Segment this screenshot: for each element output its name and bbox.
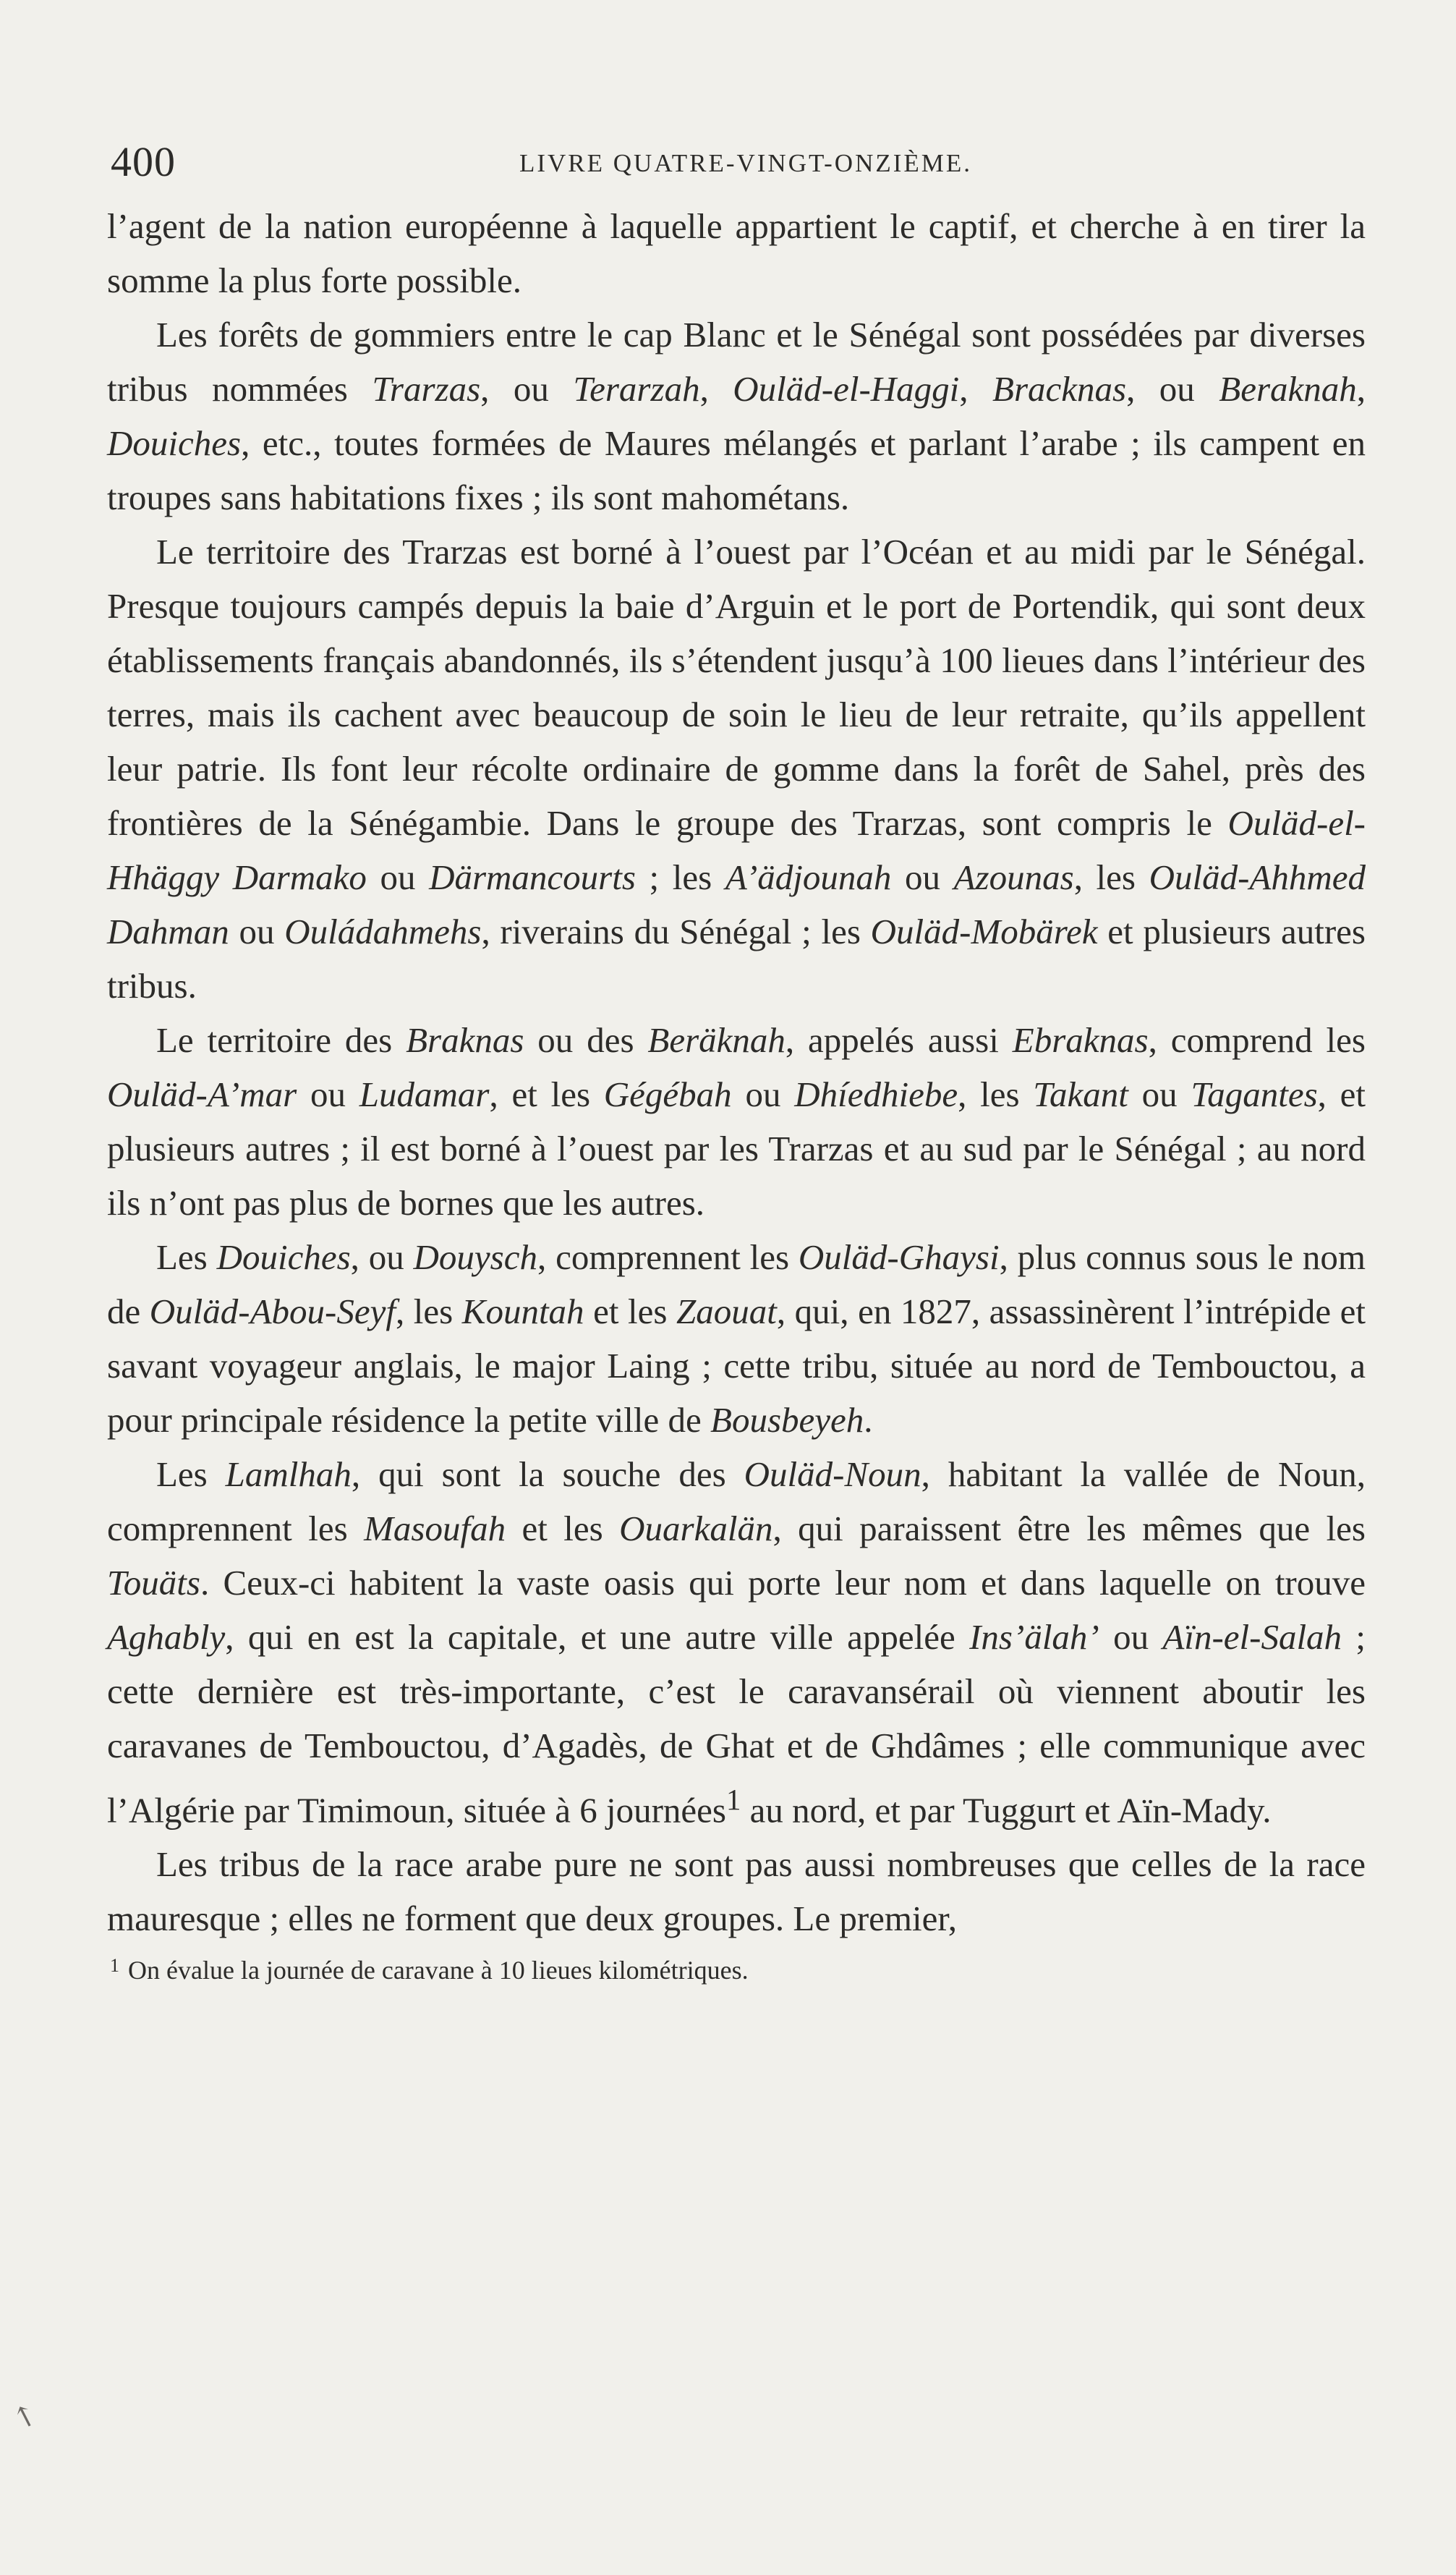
italic-term: Douiches <box>107 423 242 463</box>
text-run: Les tribus de la race arabe pure ne sont pas aussi nombreuses que celles de la race mauresque ; elles ne forment que deux groupes. Le premier, <box>107 1844 1366 1939</box>
paragraph <box>107 1230 1366 1447</box>
text-run: ; cette dernière est très-importante, c’est le caravansérail où viennent aboutir les caravanes de Tembouctou, d’Agadès, de Ghat et de Ghdâmes ; elle communique avec l’Algérie par Timimoun, située à 6 journées <box>107 1617 1366 1831</box>
text-run: , qui sont la souche des <box>351 1454 744 1494</box>
italic-term: Douysch <box>413 1237 537 1277</box>
text-run: . <box>864 1400 873 1440</box>
text-run: Les forêts de gommiers entre le cap Blanc et le Sénégal sont possédées par diverses tribus nommées <box>107 315 1366 409</box>
paragraph <box>107 1013 1366 1230</box>
text-run: , les <box>1073 857 1149 897</box>
italic-term: Ludamar <box>359 1074 490 1114</box>
running-title: LIVRE QUATRE-VINGT-ONZIÈME. <box>519 149 973 177</box>
text-run: ou des <box>524 1020 648 1060</box>
paragraph <box>107 199 1366 307</box>
italic-term: Ouläd-A’mar <box>107 1074 297 1114</box>
text-run: , appelés aussi <box>785 1020 1013 1060</box>
text-run: . Ceux-ci habitent la vaste oasis qui porte leur nom et dans laquelle on trouve <box>200 1563 1366 1603</box>
text-run: , qui, en 1827, assassinèrent l’intrépide et savant voyageur anglais, le major Laing ; cette tribu, située au nord de Tembouctou, a pour principale résidence la petite ville de <box>107 1291 1366 1440</box>
italic-term: Ouläd-Noun <box>744 1454 921 1494</box>
italic-term: Ouläd-Ghaysi <box>798 1237 1000 1277</box>
text-run: , ou <box>350 1237 414 1277</box>
text-run: , <box>959 369 993 409</box>
italic-term: Zaouat <box>676 1291 777 1331</box>
text-run: et les <box>584 1291 676 1331</box>
paragraph <box>107 1837 1366 1946</box>
paragraph <box>107 1447 1366 1837</box>
text-run: , comprennent les <box>537 1237 799 1277</box>
italic-term: Bracknas <box>992 369 1127 409</box>
text-run: ou <box>366 857 430 897</box>
italic-term: Aghably <box>107 1617 226 1657</box>
margin-mark: ↖ <box>8 2396 42 2436</box>
italic-term: Beräknah <box>647 1020 786 1060</box>
text-run: , qui en est la capitale, et une autre ville appelée <box>225 1617 970 1657</box>
text-run: et plusieurs autres tribus. <box>107 912 1366 1006</box>
footnote <box>107 1948 1366 1988</box>
text-run: , les <box>395 1291 462 1331</box>
italic-term: Azounas <box>953 857 1074 897</box>
italic-term: Beraknah <box>1219 369 1357 409</box>
italic-term: Takant <box>1033 1074 1128 1114</box>
paragraph <box>107 307 1366 525</box>
italic-term: Ouarkalän <box>619 1509 773 1548</box>
italic-term: Ouläd-el-Haggi <box>733 369 960 409</box>
italic-term: Bousbeyeh <box>710 1400 864 1440</box>
text-run: l’agent de la nation européenne à laquelle appartient le captif, et cherche à en tirer la somme la plus forte possible. <box>107 206 1366 300</box>
text-run: , <box>699 369 733 409</box>
page-number: 400 <box>111 138 176 185</box>
text-run: , <box>1356 369 1366 409</box>
text-run: ou <box>1128 1074 1191 1114</box>
text-run: , plus connus sous le nom de <box>107 1237 1366 1331</box>
footnote-marker: 1 <box>110 1955 119 1977</box>
footnote-reference: 1 <box>726 1783 741 1816</box>
text-run: , et les <box>489 1074 604 1114</box>
italic-term: Kountah <box>461 1291 584 1331</box>
italic-term: Ins’älah’ <box>969 1617 1099 1657</box>
book-page <box>107 130 1366 1988</box>
italic-term: Dhíedhiebe <box>794 1074 958 1114</box>
italic-term: Ebraknas <box>1012 1020 1149 1060</box>
italic-term: Ouläd-Mobärek <box>870 912 1098 951</box>
text-run: , comprend les <box>1148 1020 1366 1060</box>
italic-term: Aïn-el-Salah <box>1162 1617 1342 1657</box>
text-run: au nord, et par Tuggurt et Aïn-Mady. <box>741 1790 1272 1831</box>
italic-term: Ouläd-Abou-Seyf <box>149 1291 396 1331</box>
text-run: et les <box>506 1509 620 1548</box>
italic-term: Touäts <box>107 1563 200 1603</box>
italic-term: Terarzah <box>573 369 700 409</box>
italic-term: Masoufah <box>364 1509 506 1548</box>
text-run: ou <box>229 912 285 951</box>
italic-term: Douiches <box>216 1237 351 1277</box>
running-head <box>107 130 1366 199</box>
italic-term: Gégébah <box>603 1074 732 1114</box>
body-text <box>107 199 1366 1946</box>
text-run: , qui paraissent être les mêmes que les <box>772 1509 1366 1548</box>
text-run: ou <box>731 1074 795 1114</box>
footnote-text: On évalue la journée de caravane à 10 lieues kilométriques. <box>128 1956 749 1985</box>
text-run: ou <box>297 1074 359 1114</box>
italic-term: Ouläd-el-Hhäggy Darmako <box>107 803 1366 897</box>
text-run: , etc., toutes formées de Maures mélangés et parlant l’arabe ; ils campent en troupes sans habitations fixes ; ils sont mahométans. <box>107 423 1366 517</box>
text-run: ou <box>891 857 954 897</box>
text-run: Le territoire des <box>156 1020 406 1060</box>
text-run: ; les <box>635 857 725 897</box>
text-run: Le territoire des Trarzas est borné à l’ouest par l’Océan et au midi par le Sénégal. Presque toujours campés depuis la baie d’Arguin et le port de Portendik, qui sont deux établissements français abandonnés, ils s’étendent jusqu’à 100 lieues dans l’intérieur des terres, mais ils cachent avec beaucoup de soin le lieu de leur retraite, qu’ils appellent leur patrie. Ils font leur récolte ordinaire de gomme dans la forêt de Sahel, près des frontières de la Sénégambie. Dans le groupe des Trarzas, sont compris le <box>107 532 1366 843</box>
italic-term: Trarzas <box>372 369 481 409</box>
text-run: Les <box>156 1454 226 1494</box>
italic-term: Lamlhah <box>225 1454 352 1494</box>
text-run: , riverains du Sénégal ; les <box>481 912 871 951</box>
text-run: Les <box>156 1237 217 1277</box>
italic-term: Ouläd-Ahhmed Dahman <box>107 857 1366 951</box>
text-run: , les <box>958 1074 1034 1114</box>
italic-term: Tagantes <box>1191 1074 1318 1114</box>
italic-term: A’ädjounah <box>725 857 892 897</box>
paragraph <box>107 525 1366 1013</box>
text-run: , habitant la vallée de Noun, comprennent les <box>107 1454 1366 1548</box>
text-run: , ou <box>1126 369 1219 409</box>
text-run: ou <box>1099 1617 1163 1657</box>
text-run: , ou <box>480 369 574 409</box>
italic-term: Braknas <box>406 1020 524 1060</box>
italic-term: Ouládahmehs <box>284 912 482 951</box>
italic-term: Därmancourts <box>429 857 636 897</box>
text-run: , et plusieurs autres ; il est borné à l’ouest par les Trarzas et au sud par le Sénégal ; au nord ils n’ont pas plus de bornes que les autres. <box>107 1074 1366 1223</box>
